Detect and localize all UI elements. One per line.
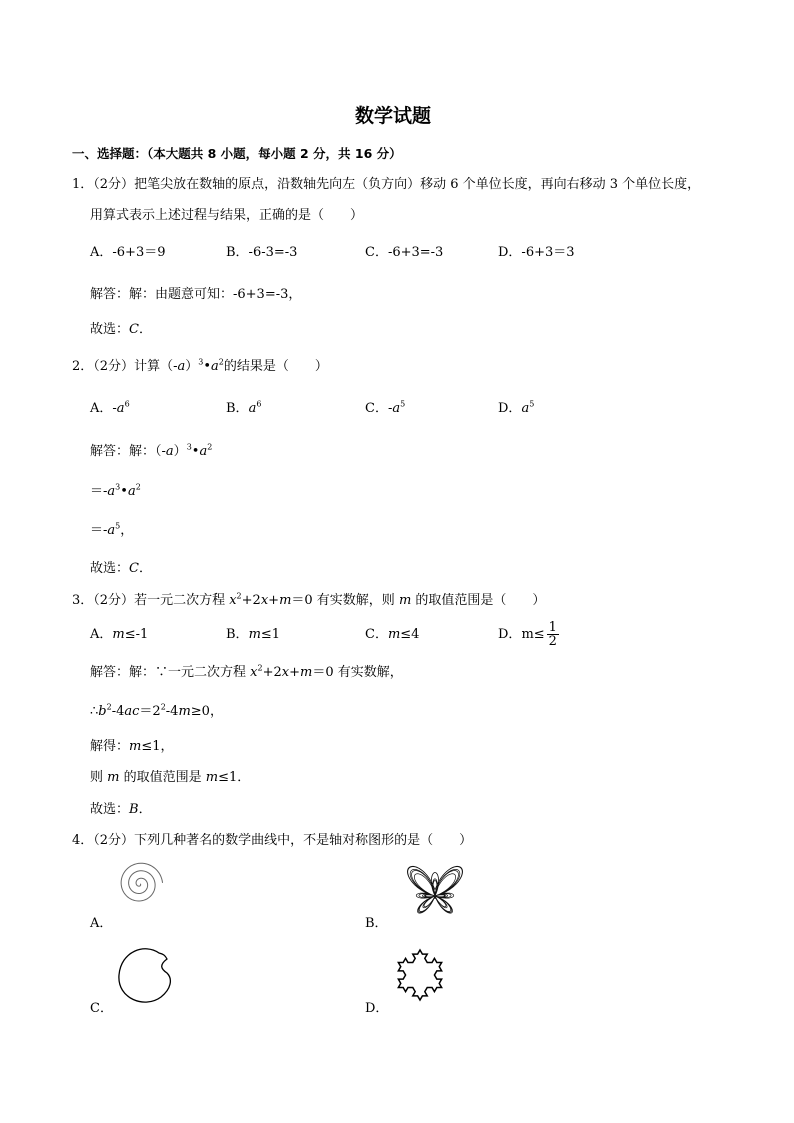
math-var: a	[392, 401, 401, 416]
conclusion-letter: C	[129, 561, 139, 576]
q2-option-c	[365, 400, 405, 418]
stem-text: 下列几种著名的数学曲线中，不是轴对称图形的是（ ）	[134, 833, 473, 848]
math-var: x	[281, 665, 290, 680]
q2-step2	[90, 522, 133, 540]
exponent: 2	[135, 482, 141, 492]
q1-option-a: A．-6+3＝9	[90, 245, 166, 260]
math-var: a	[165, 444, 174, 459]
step-text: ≥0，	[190, 704, 223, 719]
math-var: x	[260, 593, 269, 608]
conclusion-suffix: ．	[138, 802, 152, 817]
question-number: 2．	[72, 359, 94, 374]
exponent: 3	[186, 442, 192, 452]
koch-snowflake-figure	[388, 943, 452, 1007]
stem-text: 计算（-	[134, 359, 178, 374]
math-var: a	[199, 444, 208, 459]
q3-solve	[90, 738, 174, 756]
answer-text: +	[289, 665, 300, 680]
cardioid-figure	[115, 945, 177, 1007]
exponent: 2	[106, 702, 112, 712]
stem-text: ＝0 有实数解，则	[291, 593, 399, 608]
question-1-line1	[72, 176, 700, 194]
math-var: m	[129, 739, 142, 754]
fraction	[547, 621, 559, 648]
math-var: a	[248, 401, 257, 416]
math-var: a	[521, 401, 530, 416]
option-sign: -	[387, 401, 393, 416]
q3-option-a	[90, 626, 148, 644]
q2-step1	[90, 483, 141, 501]
therefore-symbol: ∴	[90, 704, 99, 719]
stem-text: +	[268, 593, 280, 608]
question-number: 3．	[72, 593, 94, 608]
question-4-stem	[72, 832, 472, 850]
conclusion-prefix: 故选：	[90, 561, 130, 576]
exponent: 2	[236, 591, 242, 601]
math-var: m	[387, 627, 401, 642]
answer-text: ＝0 有实数解，	[312, 665, 403, 680]
math-var: x	[250, 665, 258, 680]
dot-operator: •	[203, 359, 212, 374]
math-var: m	[205, 770, 219, 785]
exponent: 2	[207, 442, 213, 452]
q2-option-a	[90, 400, 130, 418]
exponent: 6	[256, 399, 262, 409]
stem-text: 的结果是（ ）	[223, 359, 328, 374]
option-label: C．	[365, 627, 388, 642]
math-var: m	[178, 704, 191, 719]
math-var: b	[98, 704, 107, 719]
step-text: ≤1．	[218, 770, 251, 785]
stem-text: 若一元二次方程	[134, 593, 230, 608]
q1-option-b: B．-6-3=-3	[226, 245, 298, 260]
exponent: 5	[115, 521, 121, 531]
stem-text: +2	[241, 593, 261, 608]
q4-label-b: B．	[365, 916, 388, 931]
math-var: a	[177, 359, 186, 374]
answer-text: ）	[173, 444, 187, 459]
math-var: x	[229, 593, 237, 608]
question-3-stem	[72, 592, 545, 610]
option-label: A．	[90, 627, 113, 642]
question-stem: 把笔尖放在数轴的原点，沿数轴先向左（负方向）移动 6 个单位长度，再向右移动 3 个单位长度，	[134, 177, 701, 192]
exponent: 5	[529, 399, 535, 409]
math-var: a	[116, 401, 125, 416]
option-label: B．	[226, 401, 249, 416]
answer-text: 解答：解：∵一元二次方程	[90, 665, 251, 680]
option-label: D．	[498, 401, 522, 416]
conclusion-letter: B	[129, 802, 139, 817]
q4-label-a: A．	[90, 916, 113, 931]
exponent: 2	[257, 663, 263, 673]
question-score: （2分）	[93, 593, 135, 608]
step-text: 的取值范围是	[119, 770, 206, 785]
q3-option-d	[498, 620, 559, 650]
conclusion-prefix: 故选：	[90, 322, 130, 337]
q3-conclusion	[90, 801, 152, 819]
math-var: a	[107, 523, 116, 538]
step-text: -4	[111, 704, 125, 719]
step-text: ，	[120, 523, 134, 538]
math-var: a	[107, 484, 116, 499]
step-text: 解得：	[90, 739, 130, 754]
exponent: 3	[115, 482, 121, 492]
step-text: ≤1，	[141, 739, 174, 754]
step-text: ＝-	[90, 484, 108, 499]
conclusion-suffix: ．	[138, 322, 152, 337]
q3-answer	[90, 664, 403, 682]
question-number: 1．	[72, 177, 94, 192]
q1-conclusion	[90, 321, 152, 339]
step-text: ＝2	[139, 704, 161, 719]
spiral-figure	[110, 860, 170, 920]
section-header: 一、选择题：（本大题共 8 小题，每小题 2 分，共 16 分）	[72, 146, 402, 161]
fraction-numerator: 1	[548, 620, 557, 635]
question-score: （2分）	[93, 833, 135, 848]
math-var: ac	[124, 704, 140, 719]
option-sign: -	[112, 401, 117, 416]
q3-discriminant	[90, 703, 223, 721]
math-var: m	[112, 627, 125, 642]
option-label: A．	[90, 401, 113, 416]
q4-label-c: C．	[90, 1001, 113, 1016]
question-number: 4．	[72, 833, 94, 848]
q1-option-c: C．-6+3=-3	[365, 245, 444, 260]
step-text: ＝-	[90, 523, 108, 538]
math-var: m	[279, 593, 292, 608]
step-text: 则	[90, 770, 108, 785]
question-1-line2: 用算式表示上述过程与结果，正确的是（ ）	[90, 208, 364, 223]
option-label: D．	[498, 627, 522, 642]
math-var: m	[521, 627, 534, 642]
dot-operator: •	[120, 484, 128, 499]
q3-option-c	[365, 626, 419, 644]
q2-option-d	[498, 400, 534, 418]
option-relation: ≤	[533, 627, 545, 642]
option-relation: ≤4	[400, 627, 420, 642]
math-var: m	[248, 627, 261, 642]
option-label: B．	[226, 627, 249, 642]
step-text: -4	[165, 704, 179, 719]
answer-text: 解答：解：（-	[90, 444, 166, 459]
answer-text: +2	[262, 665, 282, 680]
math-var: m	[107, 770, 120, 785]
stem-text: 的取值范围是（ ）	[411, 593, 546, 608]
exponent: 5	[400, 399, 406, 409]
math-var: m	[398, 593, 412, 608]
q2-conclusion	[90, 560, 152, 578]
option-relation: ≤1	[260, 627, 281, 642]
conclusion-suffix: ．	[138, 561, 152, 576]
dot-operator: •	[191, 444, 200, 459]
option-label: C．	[365, 401, 388, 416]
exponent: 2	[160, 702, 166, 712]
math-var: a	[211, 359, 219, 374]
q4-label-d: D．	[365, 1001, 389, 1016]
q1-answer: 解答：解：由题意可知：-6+3=-3，	[90, 287, 302, 302]
question-2-stem	[72, 358, 328, 376]
exponent: 2	[218, 357, 224, 367]
question-score: （2分）	[93, 359, 135, 374]
butterfly-figure	[390, 860, 480, 928]
q3-range	[90, 769, 250, 787]
question-score: （2分）	[93, 177, 135, 192]
q2-option-b	[226, 400, 261, 418]
conclusion-prefix: 故选：	[90, 802, 130, 817]
option-relation: ≤-1	[124, 627, 149, 642]
conclusion-letter: C	[129, 322, 139, 337]
fraction-denominator: 2	[548, 634, 557, 649]
page-title: 数学试题	[355, 105, 432, 127]
math-var: m	[300, 665, 313, 680]
exponent: 6	[124, 399, 130, 409]
q2-answer	[90, 443, 212, 461]
q3-option-b	[226, 626, 280, 644]
exponent: 3	[198, 357, 204, 367]
stem-text: ）	[185, 359, 199, 374]
math-var: a	[127, 484, 136, 499]
q1-option-d: D．-6+3＝3	[498, 245, 575, 260]
